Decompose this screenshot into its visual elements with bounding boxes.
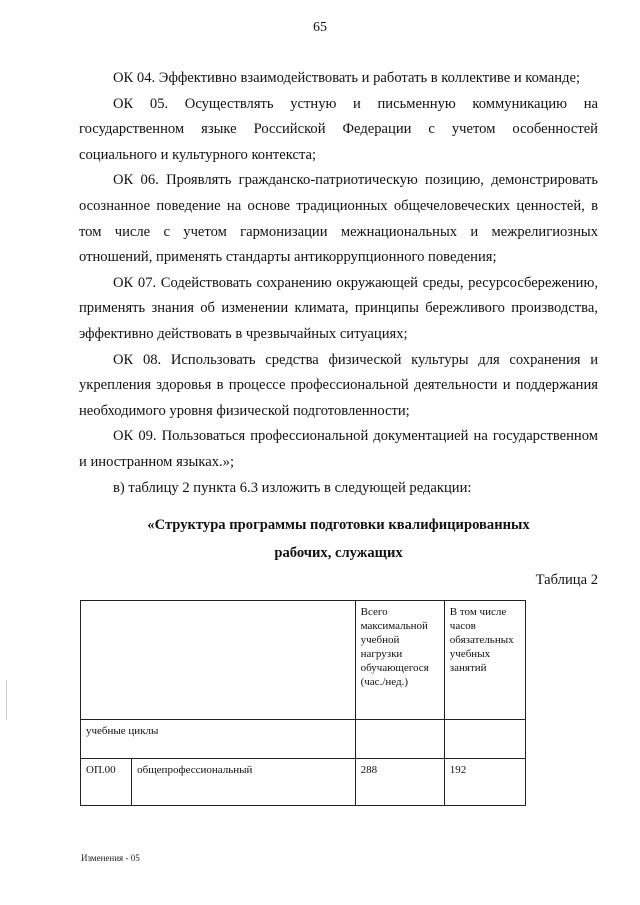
table-row	[81, 759, 526, 806]
table-row	[81, 720, 526, 759]
op-name-cell: общепрофессиональный	[132, 759, 356, 806]
structure-table	[80, 600, 526, 806]
cycles-mandatory-cell	[444, 720, 525, 759]
paragraph-amendment: в) таблицу 2 пункта 6.3 изложить в следующей редакции:	[113, 479, 472, 496]
header-empty-cell	[81, 601, 356, 720]
scan-edge-mark	[6, 680, 7, 720]
page-number: 65	[313, 20, 327, 35]
table-label: Таблица 2	[535, 572, 598, 589]
paragraph-ok09: ОК 09. Пользоваться профессиональной документацией на государственном и иностранном языках.»;	[79, 428, 598, 470]
cycles-cell: учебные циклы	[81, 720, 356, 759]
op-code-cell: ОП.00	[81, 759, 132, 806]
document-body	[79, 66, 598, 591]
section-title-line2: рабочих, служащих	[274, 545, 403, 562]
op-total-cell: 288	[355, 759, 444, 806]
paragraph-ok08: ОК 08. Использовать средства физической культуры для сохранения и укрепления здоровья в процессе профессиональной деятельности и поддержания необходимого уровня физической подготовленности;	[79, 351, 598, 419]
section-title-line1: «Структура программы подготовки квалифицированных	[147, 517, 530, 534]
header-total-hours: Всего максимальной учебной нагрузки обучающегося (час./нед.)	[355, 601, 444, 720]
header-mandatory-hours: В том числе часов обязательных учебных занятий	[444, 601, 525, 720]
section-title	[79, 511, 598, 567]
table-header-row	[81, 601, 526, 720]
footer-note: Изменения - 05	[81, 853, 140, 863]
paragraph-ok04: ОК 04. Эффективно взаимодействовать и работать в коллективе и команде;	[113, 70, 581, 86]
paragraph-ok06: ОК 06. Проявлять гражданско-патриотическую позицию, демонстрировать осознанное поведение на основе традиционных общечеловеческих ценностей, в том числе с учетом гармонизации межнациональных и межрелигиозных отношений, применять стандарты антикоррупционного поведения;	[79, 172, 598, 266]
paragraph-ok05: ОК 05. Осуществлять устную и письменную коммуникацию на государственном языке Российской Федерации с учетом особенностей социального и культурного контекста;	[79, 95, 598, 163]
cycles-total-cell	[355, 720, 444, 759]
paragraph-ok07: ОК 07. Содействовать сохранению окружающей среды, ресурсосбережению, применять знания об изменении климата, принципы бережливого производства, эффективно действовать в чрезвычайных ситуациях;	[79, 274, 598, 342]
op-mandatory-cell: 192	[444, 759, 525, 806]
